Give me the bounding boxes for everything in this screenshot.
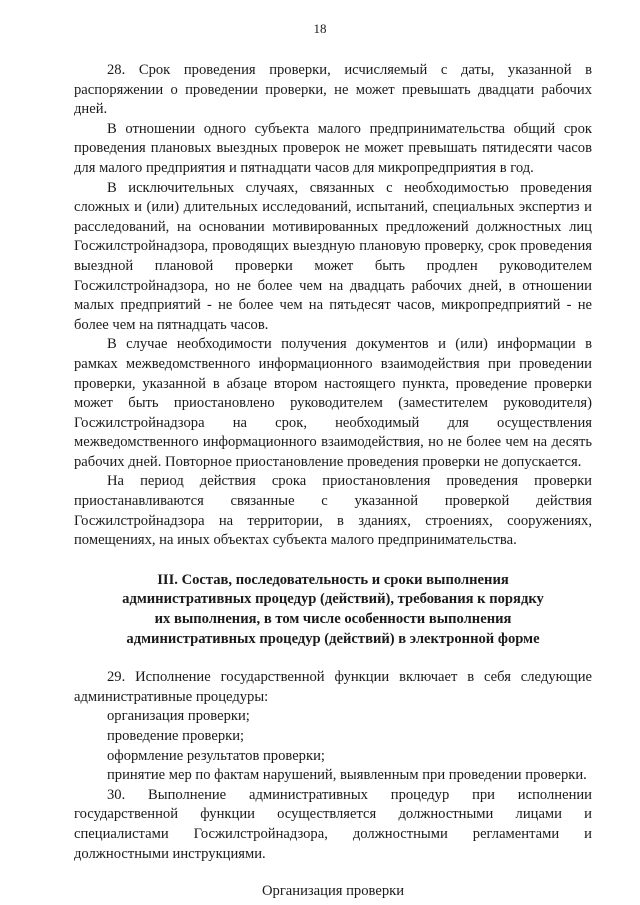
paragraph-30: 30. Выполнение административных процедур при исполнении государственной функции осуществляется должностными лицами и специалистами Госжилстройнадзора, должностными регламентами и должностными инструкциями. (74, 786, 592, 862)
paragraph-28: 28. Срок проведения проверки, исчисляемый с даты, указанной в распоряжении о проведении проверки, не может превышать двадцати рабочих дней. (74, 62, 592, 118)
paragraph-suspension-period: На период действия срока приостановления проведения проверки приостанавливаются связанные с указанной проверкой действия Госжилстройнадзора на территории, в зданиях, строениях, сооружениях, помещениях, на иных объектах субъекта малого предпринимательства. (74, 473, 592, 549)
list-item-organization: организация проверки; (107, 708, 250, 725)
paragraph-suspension: В случае необходимости получения документов и (или) информации в рамках межведомственного информационного взаимодействия при проведении проверки, указанной в абзаце втором настоящего пункта, проведение проверки может быть приостановлено руководителем (заместителем руководителя) Госжилстройнадзора на срок, необходимый для осуществления межведомственного информационного взаимодействия, но не более чем на десять рабочих дней. Повторное приостановление проведения проверки не допускается. (74, 336, 592, 470)
list-item-conduct: проведение проверки; (107, 728, 245, 744)
section-heading-line: административных процедур (действий), требования к порядку (122, 591, 544, 608)
paragraph-small-business-limit: В отношении одного субъекта малого предпринимательства общий срок проведения плановых выездных проверок не может превышать пятидесяти часов для малого предприятия и пятнадцати часов для микропредприятия в год. (74, 120, 592, 176)
document-body (74, 61, 592, 902)
list-item-measures: принятие мер по фактам нарушений, выявленным при проведении проверки. (107, 767, 587, 784)
page-number: 18 (313, 21, 327, 36)
list-item-results: оформление результатов проверки; (107, 747, 325, 764)
section-heading (74, 571, 592, 649)
paragraph-29: 29. Исполнение государственной функции включает в себя следующие административные процедуры: (74, 669, 592, 705)
section-heading-line: административных процедур (действий) в электронной форме (126, 630, 540, 647)
subsection-heading: Организация проверки (261, 883, 405, 900)
section-heading-line: их выполнения, в том числе особенности выполнения (154, 611, 512, 628)
section-heading-line: III. Состав, последовательность и сроки выполнения (157, 571, 509, 588)
paragraph-exceptional-cases: В исключительных случаях, связанных с необходимостью проведения сложных и (или) длительных исследований, испытаний, специальных экспертиз и расследований, на основании мотивированных предложений должностных лиц Госжилстройнадзора, проводящих выездную плановую проверку, срок проведения выездной плановой проверки может быть продлен руководителем Госжилстройнадзора, но не более чем на двадцать рабочих дней, в отношении малых предприятий - не более чем на пятьдесят часов, микропредприятий - не более чем на пятнадцать часов. (74, 179, 592, 333)
